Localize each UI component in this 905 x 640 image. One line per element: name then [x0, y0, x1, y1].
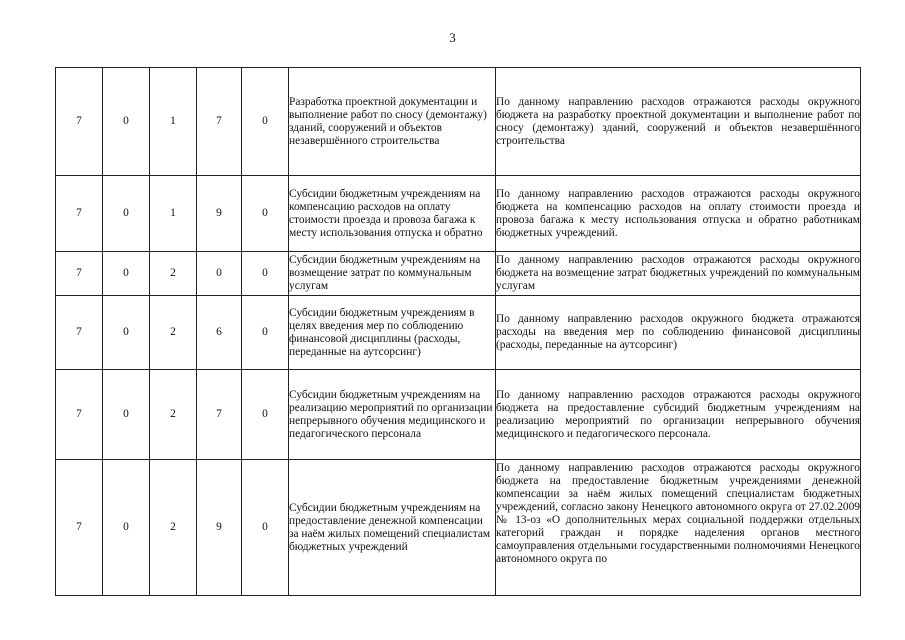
expense-description: По данному направлению расходов отражаются расходы окружного бюджета на предоставление субсидий бюджетным учреждениям на реализацию мероприятий по организации непрерывного обучения медицинского и педагогического персонала.	[496, 370, 861, 460]
code-digit-4: 9	[197, 460, 242, 596]
code-digit-3: 1	[150, 68, 197, 176]
code-digit-2: 0	[103, 176, 150, 252]
code-digit-5: 0	[242, 296, 289, 370]
code-digit-4: 0	[197, 252, 242, 296]
expense-name: Субсидии бюджетным учреждениям на реализацию мероприятий по организации непрерывного обучения медицинского и педагогического персонала	[289, 370, 496, 460]
code-digit-2: 0	[103, 296, 150, 370]
code-digit-3: 2	[150, 370, 197, 460]
expense-name: Субсидии бюджетным учреждениям на предоставление денежной компенсации за наём жилых помещений специалистам бюджетных учреждений	[289, 460, 496, 596]
table-row	[56, 370, 861, 460]
code-digit-2: 0	[103, 370, 150, 460]
code-digit-4: 9	[197, 176, 242, 252]
table-row	[56, 460, 861, 596]
code-digit-1: 7	[56, 460, 103, 596]
code-digit-5: 0	[242, 460, 289, 596]
code-digit-3: 2	[150, 296, 197, 370]
expense-description: По данному направлению расходов окружного бюджета отражаются расходы на введения мер по соблюдению финансовой дисциплины (расходы, переданные на аутсорсинг)	[496, 296, 861, 370]
code-digit-1: 7	[56, 68, 103, 176]
code-digit-2: 0	[103, 460, 150, 596]
budget-codes-table	[55, 67, 861, 596]
expense-name: Субсидии бюджетным учреждениям на компенсацию расходов на оплату стоимости проезда и провоза багажа к месту использования отпуска и обратно	[289, 176, 496, 252]
code-digit-1: 7	[56, 296, 103, 370]
code-digit-1: 7	[56, 252, 103, 296]
table-row	[56, 252, 861, 296]
table-row	[56, 296, 861, 370]
expense-description: По данному направлению расходов отражаются расходы окружного бюджета на разработку проектной документации и выполнение работ по сносу (демонтажу) зданий, сооружений и объектов незавершённого строительства	[496, 68, 861, 176]
code-digit-1: 7	[56, 176, 103, 252]
code-digit-2: 0	[103, 252, 150, 296]
page-number: 3	[449, 30, 456, 45]
table-row	[56, 176, 861, 252]
code-digit-5: 0	[242, 68, 289, 176]
code-digit-2: 0	[103, 68, 150, 176]
code-digit-4: 6	[197, 296, 242, 370]
code-digit-3: 1	[150, 176, 197, 252]
expense-name: Субсидии бюджетным учреждениям на возмещение затрат по коммунальным услугам	[289, 252, 496, 296]
table-row	[56, 68, 861, 176]
code-digit-4: 7	[197, 68, 242, 176]
code-digit-5: 0	[242, 176, 289, 252]
code-digit-3: 2	[150, 460, 197, 596]
expense-description: По данному направлению расходов отражаются расходы окружного бюджета на предоставление бюджетным учреждениями денежной компенсации за наём жилых помещений специалистам бюджетных учреждений, согласно закону Ненецкого автономного округа от 27.02.2009 № 13-оз «О дополнительных мерах социальной поддержки отдельных категорий граждан и порядке наделения органов местного самоуправления отдельными государственными полномочиями Ненецкого автономного округа по	[496, 460, 861, 596]
code-digit-4: 7	[197, 370, 242, 460]
code-digit-5: 0	[242, 370, 289, 460]
code-digit-3: 2	[150, 252, 197, 296]
expense-name: Субсидии бюджетным учреждениям в целях введения мер по соблюдению финансовой дисциплины (расходы, переданные на аутсорсинг)	[289, 296, 496, 370]
expense-description: По данному направлению расходов отражаются расходы окружного бюджета на возмещение затрат бюджетных учреждений по коммунальным услугам	[496, 252, 861, 296]
expense-description: По данному направлению расходов отражаются расходы окружного бюджета на компенсацию расходов на оплату стоимости проезда и провоза багажа к месту использования отпуска и обратно работникам бюджетных учреждений.	[496, 176, 861, 252]
code-digit-5: 0	[242, 252, 289, 296]
code-digit-1: 7	[56, 370, 103, 460]
expense-name: Разработка проектной документации и выполнение работ по сносу (демонтажу) зданий, сооружений и объектов незавершённого строительства	[289, 68, 496, 176]
